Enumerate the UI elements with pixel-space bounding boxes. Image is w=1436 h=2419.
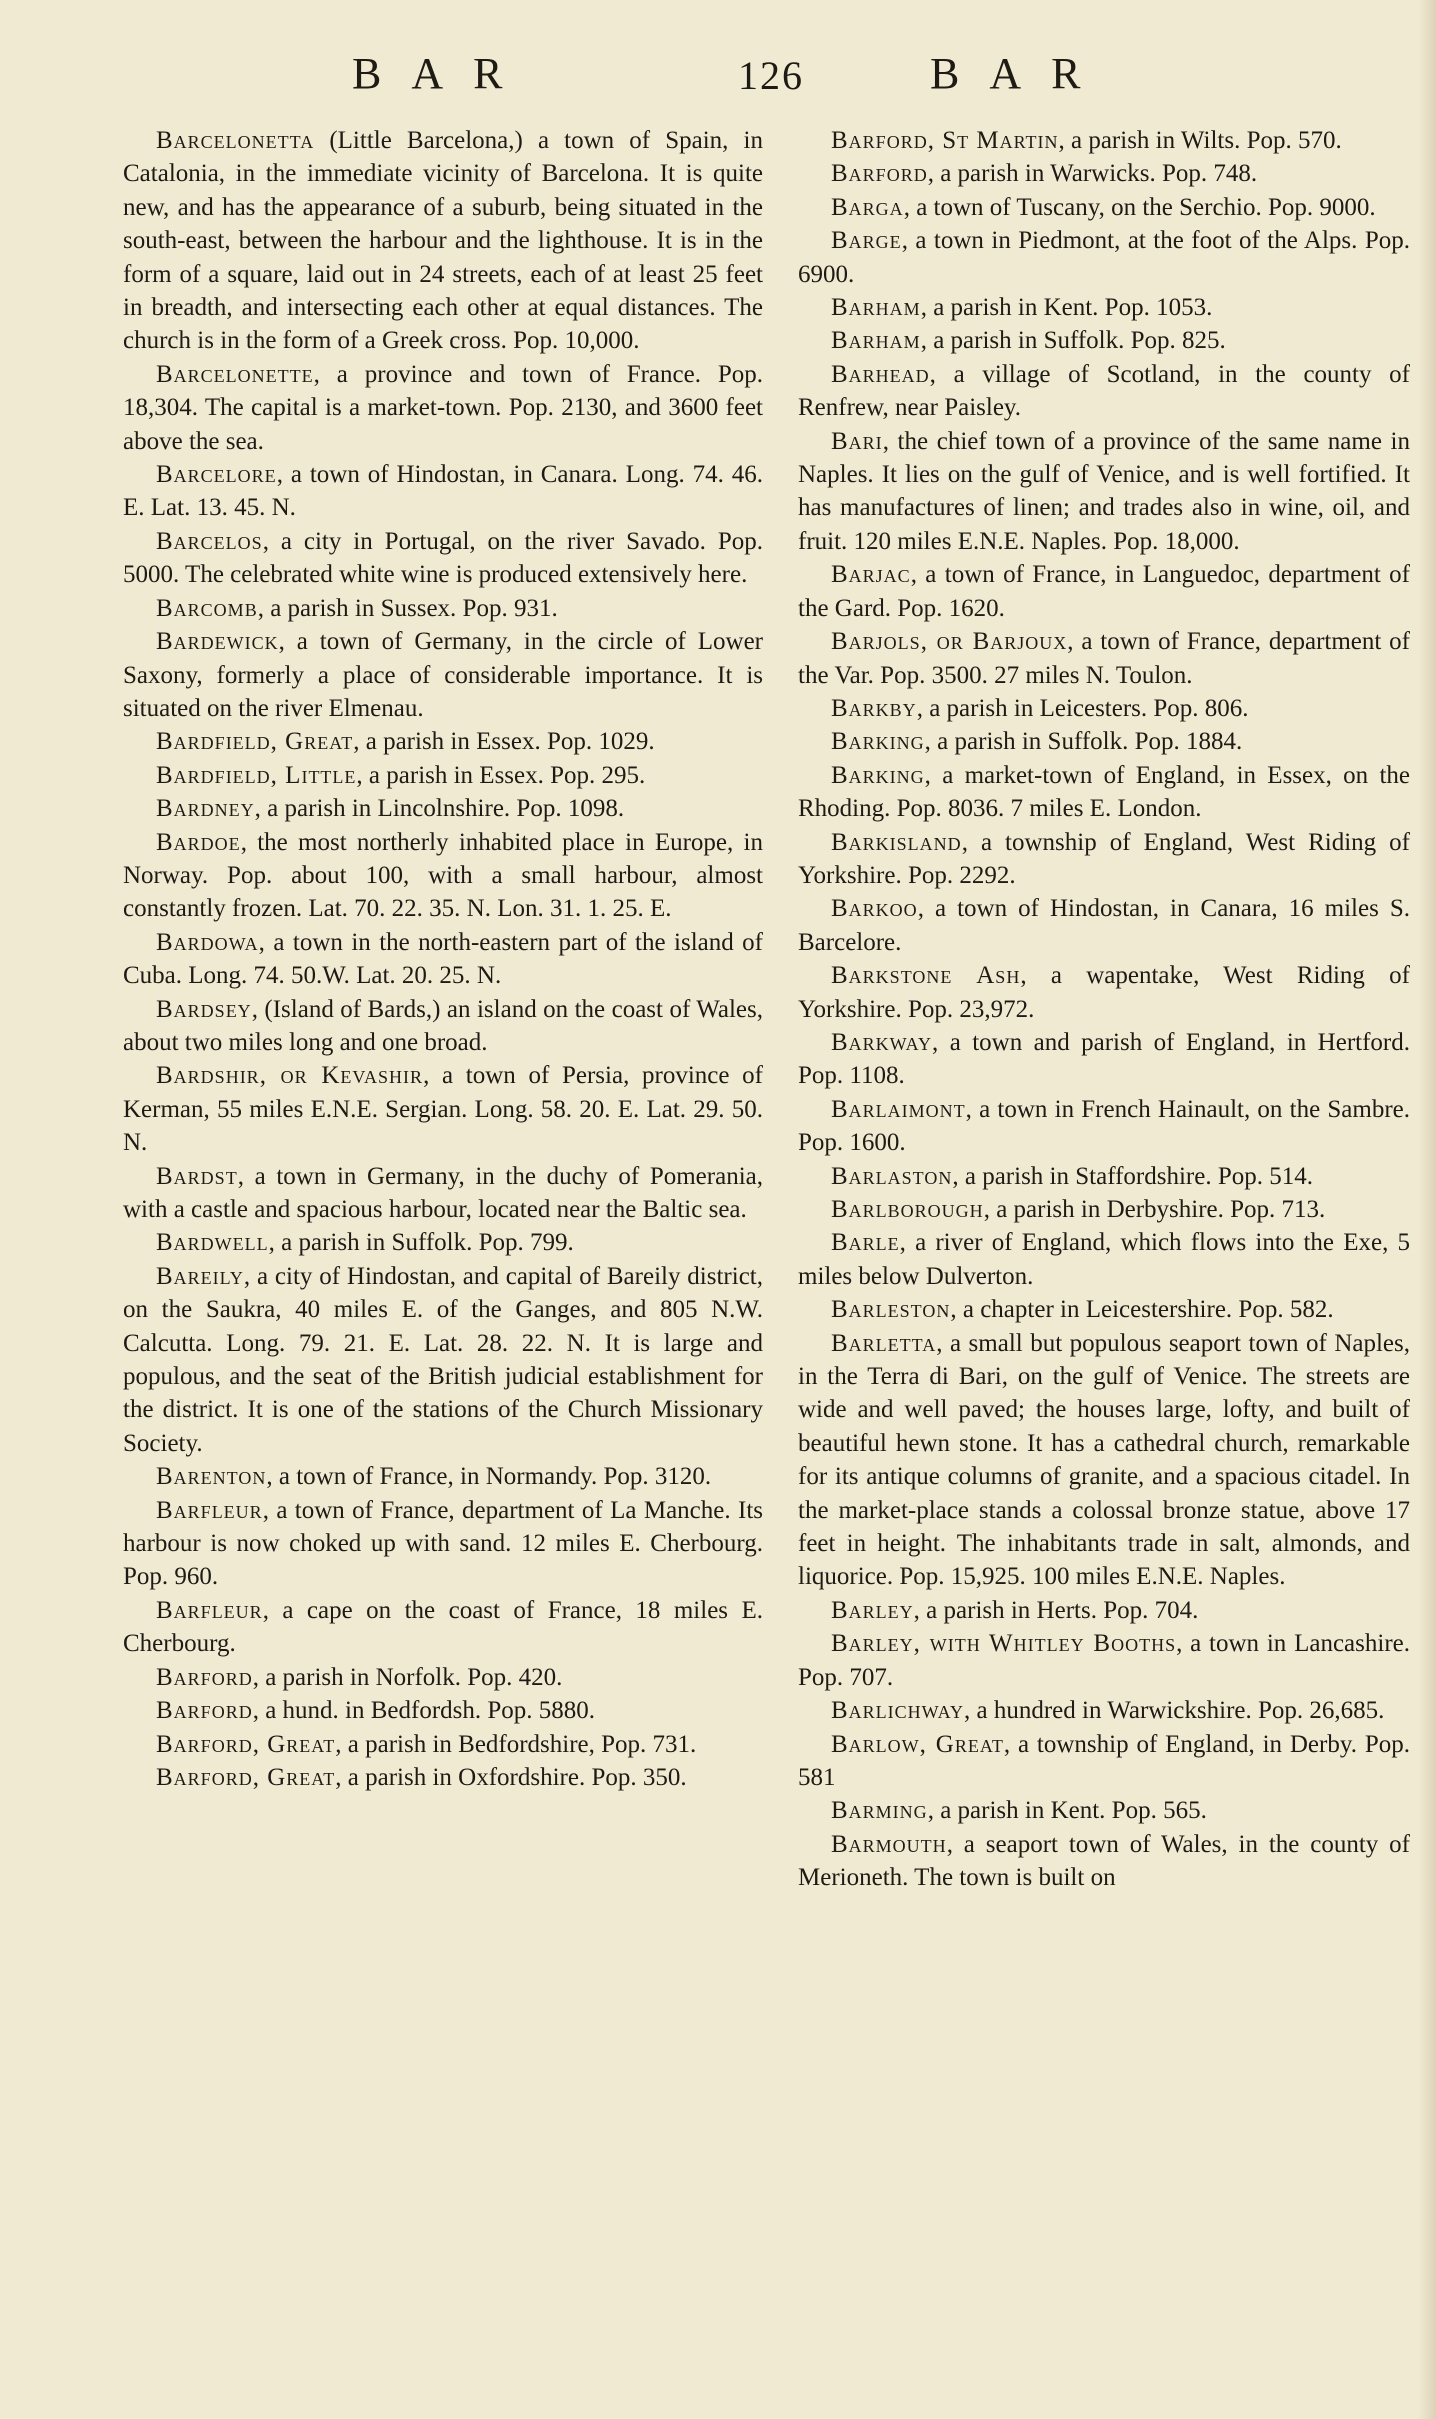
gazetteer-entry: [123, 1460, 763, 1493]
entry-headword: Barga: [831, 193, 904, 221]
gazetteer-entry: [123, 1594, 763, 1661]
gazetteer-entry: [123, 1260, 763, 1460]
entry-text: , a town of France, department of the Var. Pop. 3500. 27 miles N. Toulon.: [798, 628, 1410, 689]
entry-text: , a parish in Suffolk. Pop. 799.: [268, 1229, 574, 1257]
entry-headword: Barcomb: [156, 594, 258, 622]
entry-headword: Bardney: [156, 795, 255, 823]
gazetteer-entry: [798, 324, 1410, 357]
entry-text: , a parish in Derbyshire. Pop. 713.: [983, 1196, 1326, 1223]
gazetteer-entry: [123, 592, 763, 625]
gazetteer-entry: [798, 1594, 1410, 1627]
entry-headword: Barge: [831, 227, 902, 255]
gazetteer-entry: [123, 725, 763, 758]
gazetteer-entry: [123, 1494, 763, 1594]
gazetteer-entry: [123, 358, 763, 458]
entry-headword: Bardfield, Little: [156, 761, 357, 789]
entry-headword: Barcelore: [156, 461, 277, 489]
entry-text: , a town in French Hainault, on the Sambre. Pop. 1600.: [798, 1095, 1410, 1157]
entry-text: , a small but populous seaport town of Naples, in the Terra di Bari, on the gulf of Venice. The streets are wide and well paved; the houses large, lofty, and built of beautiful hewn stone. It has a cathedral church, remarkable for its antique columns of granite, and a spacious citadel. In the market-place stands a colossal bronze statue, above 17 feet in height. The inhabitants trade in salt, almonds, and liquorice. Pop. 15,925. 100 miles E.N.E. Naples.: [798, 1329, 1410, 1591]
gazetteer-entry: [798, 1828, 1410, 1895]
entry-text: , a town of France, department of La Manche. Its harbour is now choked up with sand. 12 miles E. Cherbourg. Pop. 960.: [123, 1496, 763, 1591]
entry-text: , a parish in Oxfordshire. Pop. 350.: [335, 1763, 687, 1791]
entry-text: , a hundred in Warwickshire. Pop. 26,685.: [964, 1697, 1385, 1725]
gazetteer-entry: [798, 157, 1410, 190]
entry-text: , a township of England, in Derby. Pop. 581: [798, 1730, 1410, 1791]
entry-headword: Bardsey: [156, 995, 252, 1023]
gazetteer-entry: [123, 993, 763, 1060]
entry-headword: Barlaston: [831, 1162, 953, 1190]
right-column: [798, 124, 1410, 1895]
entry-text: , a town of France, in Languedoc, department of the Gard. Pop. 1620.: [798, 561, 1410, 622]
entry-headword: Bardfield, Great: [156, 728, 354, 756]
entry-text: , a parish in Leicesters. Pop. 806.: [916, 694, 1249, 722]
entry-headword: Barford: [156, 1697, 253, 1725]
gazetteer-entry: [123, 759, 763, 792]
entry-text: , (Island of Bards,) an island on the coast of Wales, about two miles long and one broad.: [123, 995, 763, 1056]
entry-text: , a parish in Kent. Pop. 1053.: [920, 294, 1213, 322]
gazetteer-entry: [798, 1627, 1410, 1694]
entry-text: , a market-town of England, in Essex, on the Rhoding. Pop. 8036. 7 miles E. London.: [798, 761, 1410, 823]
gazetteer-entry: [123, 1761, 763, 1794]
entry-headword: Barking: [831, 761, 925, 789]
gazetteer-entry: [798, 1093, 1410, 1160]
entry-headword: Barfleur: [156, 1496, 263, 1524]
gazetteer-entry: [123, 826, 763, 926]
entry-text: , a town of Tuscany, on the Serchio. Pop. 9000.: [903, 193, 1376, 221]
entry-text: , a city in Portugal, on the river Savado. Pop. 5000. The celebrated white wine is produced extensively here.: [123, 527, 763, 589]
entry-headword: Barfleur: [156, 1596, 263, 1624]
entry-headword: Barcelonette: [156, 360, 314, 388]
entry-headword: Barkby: [831, 694, 917, 722]
entry-headword: Bardoe: [156, 828, 241, 856]
entry-headword: Barmouth: [831, 1830, 947, 1858]
gazetteer-entry: [123, 1226, 763, 1259]
gazetteer-entry: [798, 826, 1410, 893]
entry-text: , a town in Germany, in the duchy of Pomerania, with a castle and spacious harbour, located near the Baltic sea.: [123, 1162, 763, 1223]
entry-headword: Barming: [831, 1797, 928, 1825]
gazetteer-entry: [798, 892, 1410, 959]
entry-text: , a village of Scotland, in the county of Renfrew, near Paisley.: [798, 360, 1410, 422]
entry-text: , a wapentake, West Riding of Yorkshire. Pop. 23,972.: [798, 962, 1410, 1023]
entry-text: , a river of England, which flows into the Exe, 5 miles below Dulverton.: [798, 1229, 1410, 1290]
entry-text: , a parish in Kent. Pop. 565.: [927, 1797, 1207, 1825]
header-left-word: BAR: [352, 49, 533, 98]
entry-text: , a seaport town of Wales, in the county of Merioneth. The town is built on: [798, 1830, 1410, 1892]
entry-text: , a hund. in Bedfordsh. Pop. 5880.: [252, 1697, 596, 1725]
entry-text: , the most northerly inhabited place in Europe, in Norway. Pop. about 100, with a small harbour, almost constantly frozen. Lat. 70. 22. 35. N. Lon. 31. 1. 25. E.: [123, 828, 763, 923]
entry-headword: Bardewick: [156, 628, 279, 656]
entry-text: , a parish in Sussex. Pop. 931.: [257, 594, 558, 622]
gazetteer-entry: [798, 425, 1410, 559]
entry-text: , a town of Hindostan, in Canara, 16 miles S. Barcelore.: [798, 895, 1410, 956]
entry-text: , a parish in Bedfordshire, Pop. 731.: [335, 1730, 697, 1758]
entry-text: , a parish in Norfolk. Pop. 420.: [252, 1663, 563, 1691]
entry-headword: Barhead: [831, 360, 930, 388]
running-header: [0, 48, 1436, 118]
header-right-word: BAR: [930, 49, 1111, 98]
entry-text: , a parish in Suffolk. Pop. 1884.: [924, 728, 1243, 756]
entry-headword: Barlaimont: [831, 1095, 966, 1123]
entry-text: , a town of Persia, province of Kerman, 55 miles E.N.E. Sergian. Long. 58. 20. E. Lat. 29. 50. N.: [123, 1062, 763, 1157]
entry-headword: Bardst: [156, 1162, 238, 1190]
gazetteer-entry: [123, 1661, 763, 1694]
entry-text: , a township of England, West Riding of Yorkshire. Pop. 2292.: [798, 828, 1410, 889]
entry-text: (Little Barcelona,) a town of Spain, in Catalonia, in the immediate vicinity of Barcelona. It is quite new, and has the appearance of a suburb, being situated in the south-east, between the harbour and the lighthouse. It is in the form of a square, laid out in 24 streets, each of at least 25 feet in breadth, and intersecting each other at equal distances. The church is in the form of a Greek cross. Pop. 10,000.: [123, 127, 763, 355]
entry-text: , a parish in Essex. Pop. 1029.: [353, 728, 655, 756]
entry-headword: Barkoo: [831, 895, 918, 923]
gazetteer-entry: [123, 1728, 763, 1761]
entry-text: , a city of Hindostan, and capital of Bareily district, on the Saukra, 40 miles E. of the Ganges, and 805 N.W. Calcutta. Long. 79. 21. E. Lat. 28. 22. N. It is large and populous, and the seat of the British judicial establishment for the district. It is one of the stations of the Church Missionary Society.: [123, 1262, 763, 1457]
gazetteer-entry: [798, 1160, 1410, 1193]
entry-headword: Barenton: [156, 1463, 267, 1491]
entry-text: , a parish in Essex. Pop. 295.: [356, 761, 646, 789]
gazetteer-entry: [798, 1293, 1410, 1326]
entry-text: , a parish in Staffordshire. Pop. 514.: [952, 1162, 1313, 1190]
entry-headword: Barlow, Great: [831, 1730, 1004, 1758]
entry-text: , a parish in Lincolnshire. Pop. 1098.: [254, 795, 625, 823]
gazetteer-entry: [798, 692, 1410, 725]
entry-headword: Barford: [831, 160, 928, 188]
page-number: 126: [738, 53, 804, 98]
entry-headword: Barjols, or Barjoux: [831, 628, 1068, 656]
gazetteer-entry: [123, 1694, 763, 1727]
entry-headword: Barle: [831, 1229, 900, 1257]
gazetteer-entry: [798, 1226, 1410, 1293]
entry-headword: Barlichway: [831, 1697, 965, 1725]
entry-headword: Barkisland: [831, 828, 962, 856]
gazetteer-entry: [798, 1026, 1410, 1093]
entry-headword: Barleston: [831, 1296, 951, 1324]
entry-text: , a town and parish of England, in Hertford. Pop. 1108.: [798, 1028, 1410, 1090]
entry-headword: Barford, Great: [156, 1763, 336, 1791]
entry-headword: Barford, Great: [156, 1730, 336, 1758]
gazetteer-entry: [798, 1794, 1410, 1827]
page-gutter-shadow: [1418, 0, 1436, 2419]
gazetteer-entry: [123, 458, 763, 525]
gazetteer-entry: [798, 759, 1410, 826]
entry-text: , a chapter in Leicestershire. Pop. 582.: [950, 1296, 1334, 1324]
entry-text: , a town in Lancashire. Pop. 707.: [798, 1630, 1410, 1691]
gazetteer-entry: [798, 558, 1410, 625]
entry-headword: Barford: [156, 1663, 253, 1691]
entry-headword: Bari: [831, 427, 883, 455]
entry-headword: Barletta: [831, 1329, 937, 1357]
gazetteer-entry: [798, 1728, 1410, 1795]
entry-text: , a town in the north-eastern part of the island of Cuba. Long. 74. 50.W. Lat. 20. 25. N.: [123, 928, 763, 990]
gazetteer-entry: [123, 1160, 763, 1227]
entry-headword: Barkstone Ash: [831, 962, 1021, 990]
entry-headword: Bardwell: [156, 1229, 269, 1257]
entry-headword: Barjac: [831, 561, 911, 589]
entry-headword: Barkway: [831, 1028, 933, 1056]
entry-text: , a town in Piedmont, at the foot of the Alps. Pop. 6900.: [798, 227, 1410, 288]
gazetteer-entry: [798, 224, 1410, 291]
entry-headword: Barcelos: [156, 527, 263, 555]
gazetteer-entry: [798, 124, 1410, 157]
entry-headword: Barham: [831, 294, 921, 322]
entry-text: , a parish in Suffolk. Pop. 825.: [920, 327, 1226, 355]
entry-headword: Barford, St Martin: [831, 127, 1059, 154]
entry-text: , a parish in Wilts. Pop. 570.: [1058, 127, 1342, 154]
entry-headword: Barcelonetta: [156, 127, 315, 154]
gazetteer-entry: [798, 291, 1410, 324]
gazetteer-entry: [798, 358, 1410, 425]
gazetteer-entry: [798, 191, 1410, 224]
left-column: [123, 124, 763, 1794]
entry-headword: Barley: [831, 1596, 914, 1624]
entry-text: , a town of France, in Normandy. Pop. 3120.: [266, 1463, 712, 1491]
entry-headword: Barham: [831, 327, 921, 355]
gazetteer-entry: [798, 625, 1410, 692]
entry-headword: Barking: [831, 728, 925, 756]
entry-text: , a parish in Herts. Pop. 704.: [913, 1596, 1199, 1624]
entry-headword: Bareily: [156, 1262, 244, 1290]
entry-text: , a town of Hindostan, in Canara. Long. 74. 46. E. Lat. 13. 45. N.: [123, 461, 763, 522]
gazetteer-entry: [798, 1193, 1410, 1226]
entry-headword: Barley, with Whitley Booths: [831, 1630, 1177, 1658]
gazetteer-entry: [798, 1327, 1410, 1594]
entry-headword: Barlborough: [831, 1196, 984, 1223]
gazetteer-entry: [798, 1694, 1410, 1727]
gazetteer-entry: [123, 1059, 763, 1159]
gazetteer-entry: [798, 725, 1410, 758]
entry-headword: Bardowa: [156, 928, 259, 956]
gazetteer-entry: [123, 124, 763, 358]
gazetteer-entry: [123, 926, 763, 993]
entry-text: , a town of Germany, in the circle of Lower Saxony, formerly a place of considerable importance. It is situated on the river Elmenau.: [123, 628, 763, 722]
entry-text: , the chief town of a province of the same name in Naples. It lies on the gulf of Venice, and is well fortified. It has manufactures of linen; and trades also in wine, oil, and fruit. 120 miles E.N.E. Naples. Pop. 18,000.: [798, 427, 1410, 555]
entry-text: , a parish in Warwicks. Pop. 748.: [927, 160, 1258, 188]
gazetteer-entry: [123, 525, 763, 592]
entry-headword: Bardshir, or Kevashir: [156, 1062, 424, 1090]
gazetteer-entry: [798, 959, 1410, 1026]
gazetteer-entry: [123, 625, 763, 725]
gazetteer-entry: [123, 792, 763, 825]
entry-text: , a province and town of France. Pop. 18,304. The capital is a market-town. Pop. 2130, and 3600 feet above the sea.: [123, 360, 763, 455]
entry-text: , a cape on the coast of France, 18 miles E. Cherbourg.: [123, 1596, 763, 1658]
